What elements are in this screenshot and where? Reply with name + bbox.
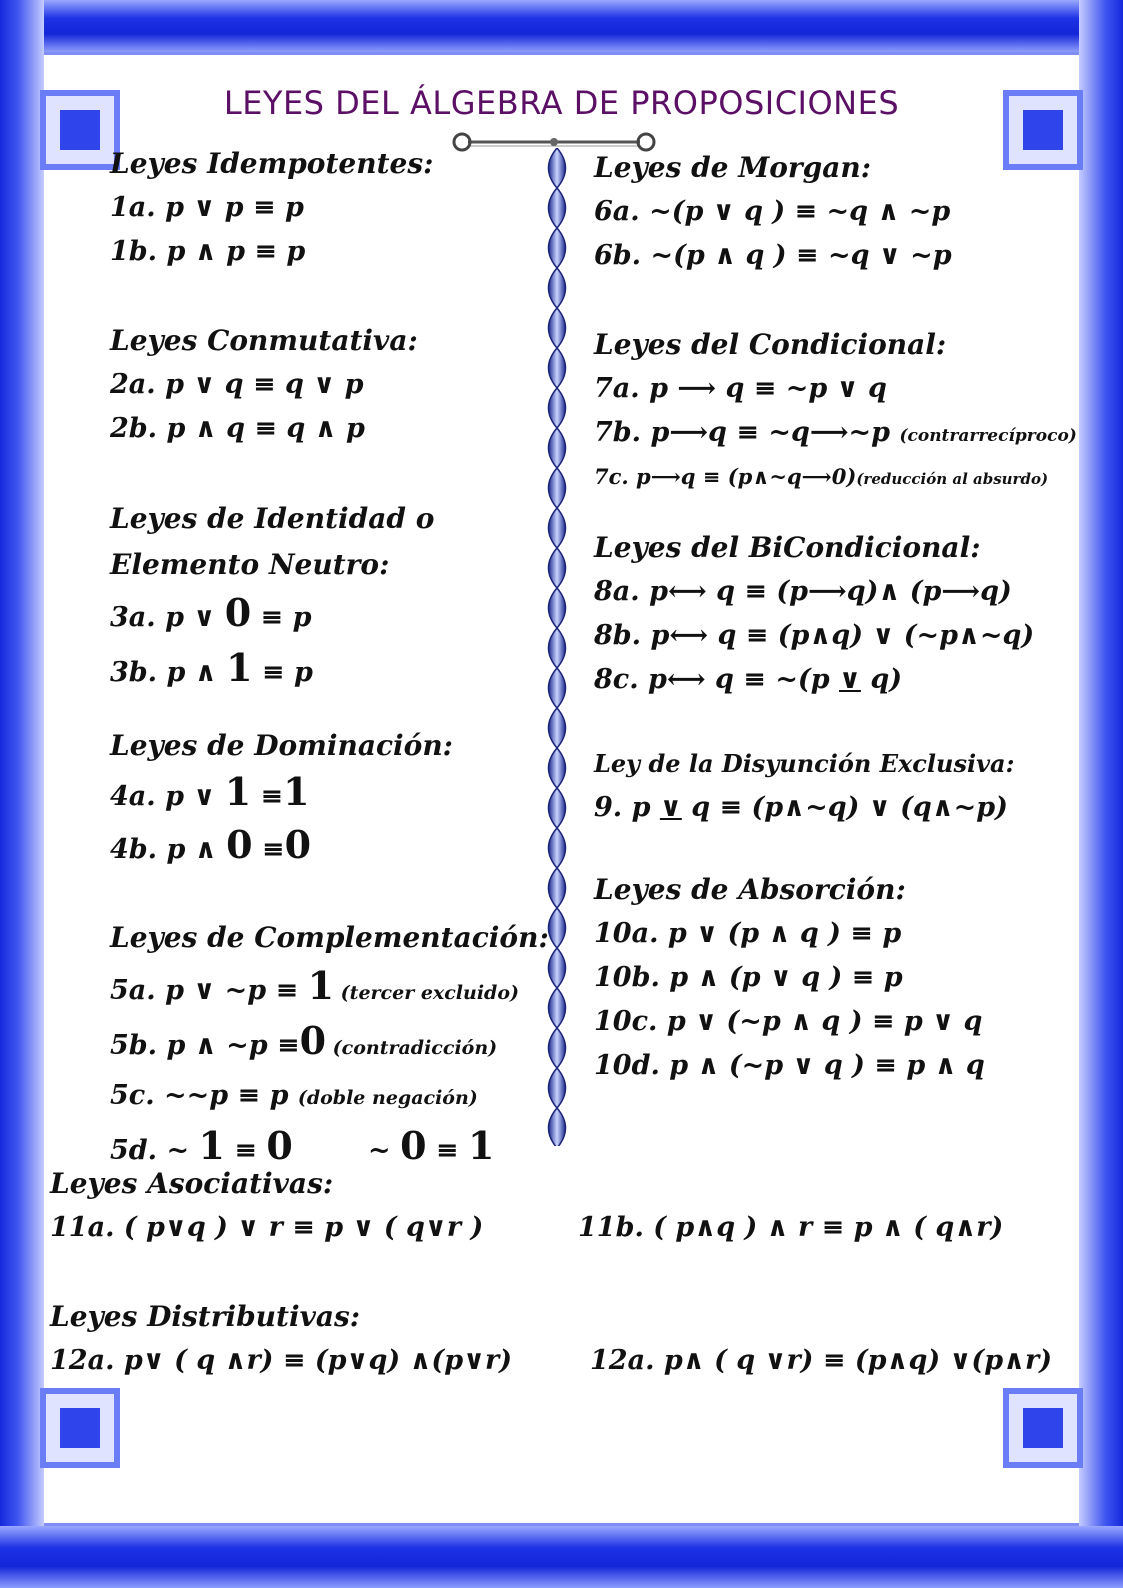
law-11b: 11b. ( p∧q ) ∧ r ≡ p ∧ ( q∧r): [578, 1212, 1004, 1243]
section-condicional: [594, 323, 1077, 498]
chain-link: [549, 1028, 566, 1068]
chain-link: [549, 148, 566, 188]
law-7c-formula: 7c. p⟶q ≡ (p∧~q⟶0): [594, 464, 857, 489]
chain-link: [549, 668, 566, 708]
heading-disyuncion: Ley de la Disyunción Exclusiva:: [594, 749, 1015, 778]
frame-left-bar: [0, 0, 44, 1588]
law-1b: 1b. p ∧ p ≡ p: [110, 236, 306, 267]
law-6b: 6b. ~(p ∧ q ) ≡ ~q ∨ ~p: [594, 240, 952, 271]
law-9-right: q ≡ (p∧~q) ∨ (q∧~p): [681, 792, 1008, 823]
heading-distributivas: Leyes Distributivas:: [50, 1300, 361, 1333]
law-7c-note: (reducción al absurdo): [856, 470, 1049, 488]
law-5a-note: (tercer excluido): [334, 982, 520, 1004]
law-12b-block: [590, 1339, 1052, 1383]
law-4b-result: 0: [284, 822, 312, 867]
page-title: LEYES DEL ÁLGEBRA DE PROPOSICIONES: [223, 84, 900, 122]
section-absorcion: [594, 868, 985, 1088]
law-5a-left: 5a. p ∨ ~p ≡: [110, 975, 308, 1006]
section-conmutativa: [110, 319, 418, 451]
frame-inner-line-bottom: [44, 1523, 1079, 1526]
law-10c: 10c. p ∨ (~p ∧ q ) ≡ p ∨ q: [594, 1006, 983, 1037]
law-5b: [110, 1017, 549, 1072]
law-5c-left: 5c. ~~p ≡ p: [110, 1080, 298, 1111]
chain-link: [549, 748, 566, 788]
law-9-xor: ∨: [659, 792, 682, 823]
section-distributivas: [50, 1295, 512, 1383]
law-5c-note: (doble negación): [297, 1087, 478, 1109]
law-4b-equiv: ≡: [252, 834, 285, 865]
law-2b: 2b. p ∧ q ≡ q ∧ p: [110, 413, 365, 444]
law-7a: 7a. p ⟶ q ≡ ~p ∨ q: [594, 373, 887, 404]
heading-idempotentes: Leyes Idempotentes:: [110, 147, 434, 180]
law-12a: 12a. p∨ ( q ∧r) ≡ (p∨q) ∧(p∨r): [50, 1345, 513, 1376]
law-9: [594, 786, 1014, 830]
law-1a: 1a. p ∨ p ≡ p: [110, 192, 304, 223]
chain-link: [549, 548, 566, 588]
section-asociativas: [50, 1162, 483, 1250]
law-8c-right: q): [860, 664, 902, 695]
law-8c-xor: ∨: [839, 664, 861, 695]
chain-link: [549, 988, 566, 1028]
section-idempotentes: [110, 142, 433, 274]
chain-link: [549, 708, 566, 748]
law-5a-constant: 1: [307, 963, 335, 1008]
chain-link: [549, 308, 566, 348]
law-5d-one: 1: [198, 1123, 225, 1168]
law-5c: [110, 1072, 549, 1122]
law-11a: 11a. ( p∨q ) ∨ r ≡ p ∨ ( q∨r ): [50, 1212, 484, 1243]
law-2a: 2a. p ∨ q ≡ q ∨ p: [110, 369, 364, 400]
law-12a-second: 12a. p∧ ( q ∨r) ≡ (p∧q) ∨(p∧r): [590, 1345, 1053, 1376]
chain-link: [549, 388, 566, 428]
chain-link: [549, 188, 566, 228]
section-disyuncion: [594, 742, 1014, 830]
law-5d-neg-1: 5d. ~: [110, 1135, 199, 1166]
law-5b-left: 5b. p ∧ ~p ≡: [110, 1030, 300, 1061]
chain-link: [549, 1068, 566, 1108]
chain-link: [549, 948, 566, 988]
law-8b: 8b. p⟷ q ≡ (p∧q) ∨ (~p∧~q): [594, 620, 1035, 651]
law-4b-constant: 0: [226, 822, 253, 867]
law-3a-constant: 0: [224, 590, 252, 635]
law-10a: 10a. p ∨ (p ∧ q ) ≡ p: [594, 918, 902, 949]
law-4b-left: 4b. p ∧: [110, 834, 227, 865]
section-bicondicional: [594, 526, 1034, 702]
chain-link: [549, 1108, 566, 1146]
law-7b-formula: 7b. p⟶q ≡ ~q⟶~p: [594, 417, 900, 448]
law-5d-one-2: 1: [467, 1123, 495, 1168]
chain-link: [549, 868, 566, 908]
heading-complementacion: Leyes de Complementación:: [110, 921, 549, 954]
law-5b-constant: 0: [299, 1018, 327, 1063]
law-3a-left: 3a. p ∨: [110, 602, 225, 633]
heading-morgan: Leyes de Morgan:: [594, 151, 872, 184]
law-5d-equiv-1: ≡: [224, 1135, 267, 1166]
section-identidad: [110, 496, 434, 698]
law-4a-equiv: ≡: [251, 781, 284, 812]
law-3a-right: ≡ p: [251, 602, 312, 633]
law-3a: [110, 588, 434, 643]
law-7b-note: (contrarrecíproco): [899, 426, 1077, 446]
frame-right-bar: [1079, 0, 1123, 1588]
law-4b: [110, 821, 453, 874]
chain-link: [549, 828, 566, 868]
law-5d-zero-2: 0: [400, 1123, 427, 1168]
chain-link: [549, 468, 566, 508]
law-3b: [110, 643, 434, 698]
corner-ornament-bottom-left: [40, 1388, 120, 1468]
frame-inner-line-top: [44, 52, 1079, 55]
heading-dominacion: Leyes de Dominación:: [110, 729, 454, 762]
law-5b-note: (contradicción): [326, 1037, 498, 1059]
law-4a: [110, 768, 453, 821]
section-dominacion: [110, 724, 453, 874]
chain-link: [549, 628, 566, 668]
law-8c: [594, 658, 1034, 702]
law-10b: 10b. p ∧ (p ∨ q ) ≡ p: [594, 962, 903, 993]
law-6a: 6a. ~(p ∨ q ) ≡ ~q ∧ ~p: [594, 196, 951, 227]
heading-conmutativa: Leyes Conmutativa:: [110, 324, 418, 357]
chain-link: [549, 428, 566, 468]
law-8a: 8a. p⟷ q ≡ (p⟶q)∧ (p⟶q): [594, 576, 1012, 607]
law-5a: [110, 962, 549, 1017]
corner-ornament-bottom-right: [1003, 1388, 1083, 1468]
frame-top-bar: [0, 0, 1123, 52]
heading-condicional: Leyes del Condicional:: [594, 328, 947, 361]
law-4a-result: 1: [283, 769, 310, 814]
law-5d-neg-2: ~: [292, 1135, 401, 1166]
law-8c-left: 8c. p⟷ q ≡ ~(p: [594, 664, 839, 695]
chain-link: [549, 508, 566, 548]
heading-identidad-2: Elemento Neutro:: [110, 548, 390, 581]
law-4a-constant: 1: [224, 769, 252, 814]
heading-asociativas: Leyes Asociativas:: [50, 1167, 334, 1200]
heading-absorcion: Leyes de Absorción:: [594, 873, 906, 906]
law-7c: [594, 458, 1077, 498]
law-10d: 10d. p ∧ (~p ∨ q ) ≡ p ∧ q: [594, 1050, 985, 1081]
law-11b-block: [578, 1206, 1003, 1250]
law-9-left: 9. p: [594, 792, 660, 823]
chain-link: [549, 788, 566, 828]
law-5d-equiv-2: ≡: [426, 1135, 468, 1166]
law-5d-zero: 0: [266, 1123, 293, 1168]
section-complementacion: [110, 914, 549, 1175]
chain-link: [549, 268, 566, 308]
chain-link: [549, 348, 566, 388]
section-morgan: [594, 146, 952, 278]
law-3b-right: ≡ p: [252, 657, 313, 688]
chain-link: [549, 228, 566, 268]
heading-identidad-1: Leyes de Identidad o: [110, 502, 435, 535]
law-4a-left: 4a. p ∨: [110, 781, 225, 812]
law-7b: [594, 411, 1077, 458]
frame-bottom-bar: [0, 1526, 1123, 1588]
chain-link: [549, 588, 566, 628]
heading-bicondicional: Leyes del BiCondicional:: [594, 531, 981, 564]
law-3b-left: 3b. p ∧: [110, 657, 227, 688]
law-3b-constant: 1: [226, 645, 253, 690]
chain-link: [549, 908, 566, 948]
